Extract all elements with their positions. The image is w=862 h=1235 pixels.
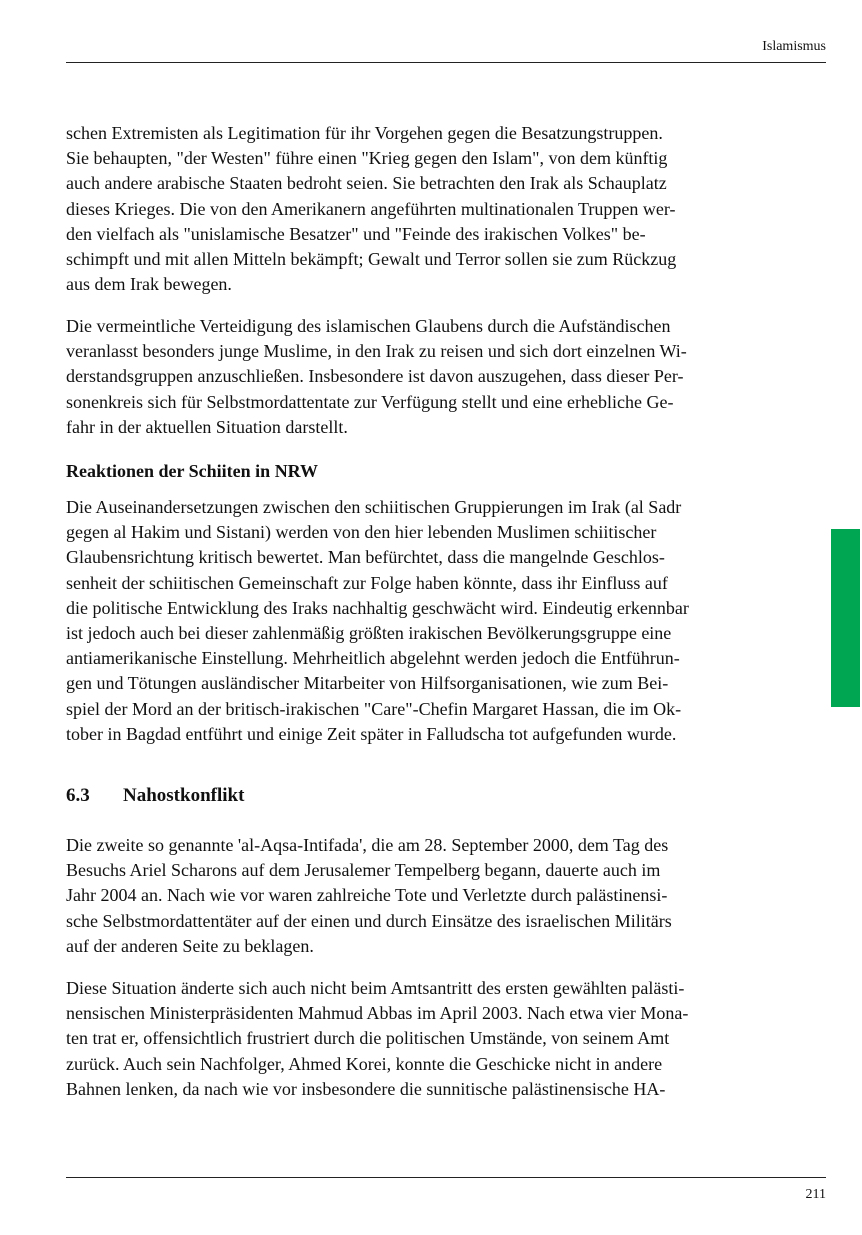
text-line: aus dem Irak bewegen. (66, 274, 232, 295)
text-line: gegen al Hakim und Sistani) werden von den hier lebenden Muslimen schiitischer (66, 522, 657, 543)
text-line: den vielfach als "unislamische Besatzer" und "Feinde des irakischen Volkes" be- (66, 223, 646, 244)
text-line: ist jedoch auch bei dieser zahlenmäßig größten irakischen Bevölkerungsgruppe eine (66, 623, 672, 644)
text-line: sche Selbstmordattentäter auf der einen und durch Einsätze des israelischen Militärs (66, 910, 672, 931)
section-number: 6.3 (66, 785, 90, 806)
sub-heading: Reaktionen der Schiiten in NRW (66, 461, 319, 481)
text-line: auf der anderen Seite zu beklagen. (66, 935, 314, 956)
text-line: senheit der schiitischen Gemeinschaft zur Folge haben könnte, dass ihr Einfluss auf (66, 572, 668, 593)
text-line: Diese Situation änderte sich auch nicht beim Amtsantritt des ersten gewählten palästi- (66, 978, 685, 998)
header-title: Islamismus (762, 39, 826, 54)
text-line: Die Auseinandersetzungen zwischen den schiitischen Gruppierungen im Irak (al Sadr (66, 497, 682, 517)
text-line: Die zweite so genannte 'al-Aqsa-Intifada', die am 28. September 2000, dem Tag des (66, 835, 669, 855)
text-line: dieses Krieges. Die von den Amerikanern angeführten multinationalen Truppen wer- (66, 198, 676, 219)
text-line: ten trat er, offensichtlich frustriert durch die politischen Umstände, von seinem Amt (66, 1028, 670, 1049)
text-line: zurück. Auch sein Nachfolger, Ahmed Korei, konnte die Geschicke nicht in andere (66, 1053, 663, 1074)
text-line: die politische Entwicklung des Iraks nachhaltig geschwächt wird. Eindeutig erkennbar (66, 597, 689, 618)
paragraph (66, 495, 784, 747)
paragraph (66, 314, 784, 440)
text-line: derstandsgruppen anzuschließen. Insbesondere ist davon auszugehen, dass dieser Per- (66, 366, 684, 387)
text-line: fahr in der aktuellen Situation darstellt. (66, 416, 348, 437)
side-marker (831, 529, 860, 707)
text-line: sonenkreis sich für Selbstmordattentate zur Verfügung stellt und eine erhebliche Ge- (66, 391, 674, 412)
text-line: Jahr 2004 an. Nach wie vor waren zahlreiche Tote und Verletzte durch palästinensi- (66, 885, 668, 906)
text-line: Die vermeintliche Verteidigung des islamischen Glaubens durch die Aufständischen (66, 316, 671, 336)
text-line: gen und Tötungen ausländischer Mitarbeiter von Hilfsorganisationen, wie zum Bei- (66, 673, 669, 694)
text-line: Besuchs Ariel Scharons auf dem Jerusalemer Tempelberg begann, dauerte auch im (66, 860, 661, 881)
page-number: 211 (805, 1187, 826, 1202)
paragraph (66, 976, 784, 1102)
text-line: nensischen Ministerpräsidenten Mahmud Abbas im April 2003. Nach etwa vier Mona- (66, 1003, 689, 1024)
text-line: Glaubensrichtung kritisch bewertet. Man befürchtet, dass die mangelnde Geschlos- (66, 547, 665, 568)
text-line: antiamerikanische Einstellung. Mehrheitlich abgelehnt werden jedoch die Entführun- (66, 648, 680, 669)
section-heading (66, 783, 244, 809)
text-line: auch andere arabische Staaten bedroht seien. Sie betrachten den Irak als Schauplatz (66, 173, 667, 194)
paragraph (66, 121, 784, 297)
text-line: Sie behaupten, "der Westen" führe einen "Krieg gegen den Islam", von dem künftig (66, 148, 668, 169)
text-line: Bahnen lenken, da nach wie vor insbesondere die sunnitische palästinensische HA- (66, 1078, 666, 1099)
text-line: spiel der Mord an der britisch-irakischen "Care"-Chefin Margaret Hassan, die im Ok- (66, 698, 682, 719)
text-line: schen Extremisten als Legitimation für ihr Vorgehen gegen die Besatzungstruppen. (66, 123, 663, 143)
header-rule (66, 62, 826, 63)
footer-rule (66, 1177, 826, 1178)
paragraph (66, 833, 784, 959)
text-line: tober in Bagdad entführt und einige Zeit später in Falludscha tot aufgefunden wurde. (66, 723, 677, 744)
text-line: veranlasst besonders junge Muslime, in den Irak zu reisen und sich dort einzelnen Wi- (66, 341, 687, 362)
section-title: Nahostkonflikt (123, 785, 245, 806)
text-line: schimpft und mit allen Mitteln bekämpft; Gewalt und Terror sollen sie zum Rückzug (66, 249, 677, 270)
